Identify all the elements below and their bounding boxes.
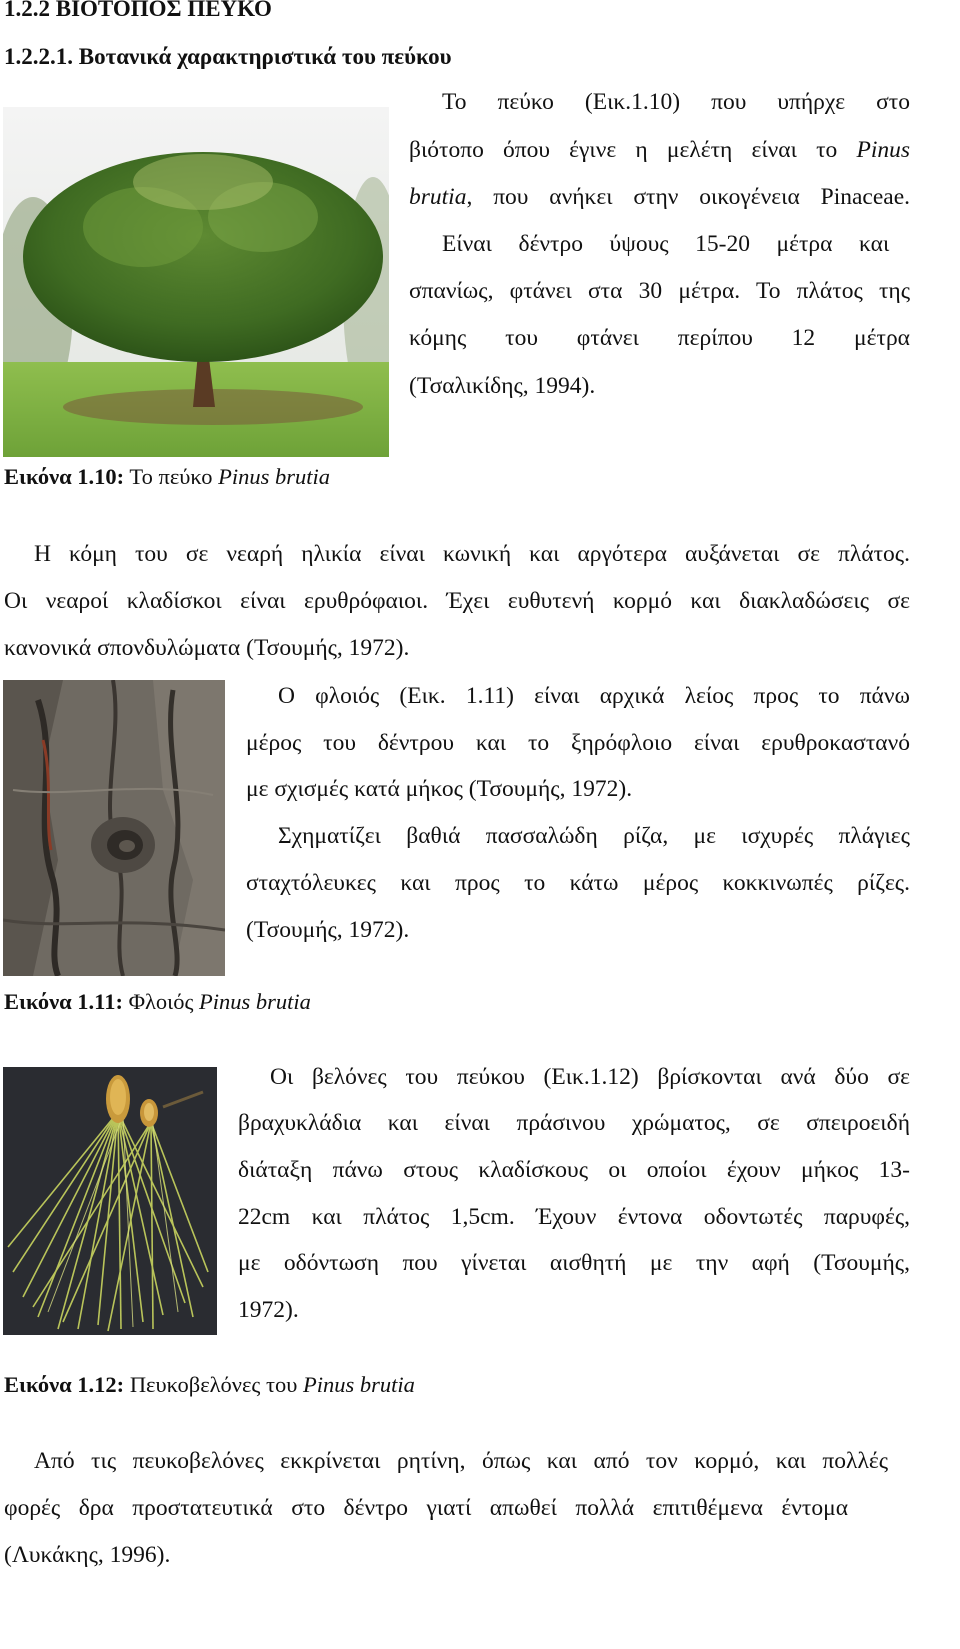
bark-p1-line-2: μέρος του δέντρου και το ξηρόφλοιο είναι ερυθροκαστανό [246, 730, 910, 756]
needles-line-2: βραχυκλάδια και είναι πράσινου χρώματος, σε σπειροειδή [238, 1110, 910, 1136]
section-heading: 1.2.2 ΒΙΟΤΟΠΟΣ ΠΕΥΚΟ [4, 0, 272, 21]
block5-line-2: φορές δρα προστατευτικά στο δέντρο γιατί απωθεί πολλά επιτιθέμενα έντομα [4, 1495, 849, 1521]
needles-line-5: με οδόντωση που γίνεται αισθητή με την αφή (Τσουμής, [238, 1250, 910, 1276]
bark-p2-line-3: (Τσουμής, 1972). [246, 917, 410, 943]
block2-line-3: κανονικά σπονδυλώματα (Τσουμής, 1972). [4, 635, 410, 661]
bark-p2-line-1: Σχηματίζει βαθιά πασσαλώδη ρίζα, με ισχυρές πλάγιες [278, 823, 910, 849]
p2-line-1: Είναι δέντρο ύψους 15-20 μέτρα και [442, 231, 890, 257]
bark-p1-line-3: με σχισμές κατά μήκος (Τσουμής, 1972). [246, 776, 633, 802]
figure-pine-needles-image [3, 1067, 217, 1335]
block2-line-2: Οι νεαροί κλαδίσκοι είναι ερυθρόφαιοι. Έχει ευθυτενή κορμό και διακλαδώσεις σε [4, 588, 910, 614]
subsection-heading: 1.2.2.1. Βοτανικά χαρακτηριστικά του πεύκου [4, 44, 452, 69]
figure-caption-1-11: Εικόνα 1.11: Φλοιός Pinus brutia [4, 989, 311, 1014]
p2-line-3: κόμης του φτάνει περίπου 12 μέτρα [409, 325, 910, 351]
bark-p2-line-2: σταχτόλευκες και προς το κάτω μέρος κοκκινωπές ρίζες. [246, 870, 910, 896]
bark-p1-line-1: Ο φλοιός (Εικ. 1.11) είναι αρχικά λείος προς το πάνω [278, 683, 910, 709]
p2-line-4: (Τσαλικίδης, 1994). [409, 373, 596, 399]
figure-bark-image [3, 680, 225, 976]
needles-line-4: 22cm και πλάτος 1,5cm. Έχουν έντονα οδοντωτές παρυφές, [238, 1204, 911, 1230]
figure-pine-tree-image [3, 107, 389, 457]
figure-caption-1-12: Εικόνα 1.12: Πευκοβελόνες του Pinus brutia [4, 1372, 415, 1397]
p1-line-3: brutia, που ανήκει στην οικογένεια Pinaceae. [409, 184, 911, 210]
needles-line-6: 1972). [238, 1297, 299, 1323]
block5-line-1: Από τις πευκοβελόνες εκκρίνεται ρητίνη, όπως και από τον κορμό, και πολλές [34, 1448, 889, 1474]
p1-line-2: βιότοπο όπου έγινε η μελέτη είναι το Pinus [409, 137, 910, 163]
block5-line-3: (Λυκάκης, 1996). [4, 1542, 171, 1568]
block2-line-1: Η κόμη του σε νεαρή ηλικία είναι κωνική και αργότερα αυξάνεται σε πλάτος. [34, 541, 910, 567]
p1-line-1: Το πεύκο (Εικ.1.10) που υπήρχε στο [442, 89, 911, 115]
needles-line-3: διάταξη πάνω στους κλαδίσκους οι οποίοι έχουν μήκος 13- [238, 1157, 910, 1183]
needles-line-1: Οι βελόνες του πεύκου (Εικ.1.12) βρίσκονται ανά δύο σε [270, 1064, 910, 1090]
p2-line-2: σπανίως, φτάνει στα 30 μέτρα. Το πλάτος της [409, 278, 911, 304]
figure-caption-1-10: Εικόνα 1.10: Το πεύκο Pinus brutia [4, 464, 331, 489]
